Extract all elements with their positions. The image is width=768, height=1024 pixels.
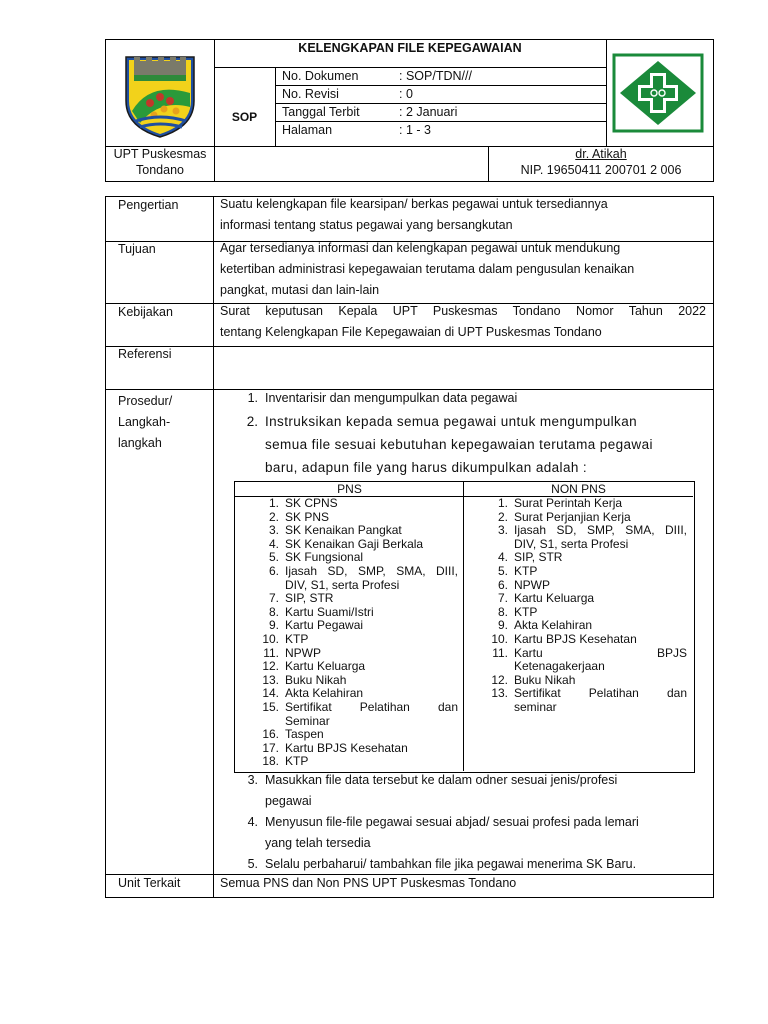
item-text: Ijasah SD, SMP, SMA, DIII, [285, 563, 458, 578]
item-text-continued: Seminar [285, 713, 330, 728]
non-pns-header: NON PNS [464, 482, 693, 497]
item-number: 15. [262, 699, 279, 714]
item-text: SIP, STR [514, 550, 563, 565]
file-list-item [464, 524, 693, 551]
divider [214, 67, 606, 68]
pns-list [235, 497, 464, 769]
pns-column [235, 482, 464, 769]
file-list-item [235, 647, 464, 661]
text-line: Masukkan file data tersebut ke dalam odner sesuai jenis/profesi [265, 773, 618, 787]
item-text: NPWP [514, 577, 550, 592]
text-line: yang telah tersedia [265, 836, 371, 850]
item-number: 10. [262, 631, 279, 646]
step-text: Inventarisir dan mengumpulkan data pegawai [265, 391, 518, 405]
sop-label: SOP [231, 110, 258, 124]
item-text: SK CPNS [285, 496, 338, 510]
item-text: Buku Nikah [514, 672, 576, 687]
text-line: Menyusun file-file pegawai sesuai abjad/ sesuai profesi pada lemari [265, 815, 639, 829]
item-text: KTP [285, 631, 309, 646]
file-list-item [464, 619, 693, 633]
file-list-item [464, 647, 693, 674]
file-list-item [235, 674, 464, 688]
divider [106, 346, 714, 347]
text-line: Prosedur/ [118, 394, 173, 408]
file-list-item [464, 674, 693, 688]
file-list-item [464, 592, 693, 606]
file-list-item [235, 755, 464, 769]
item-text: Kartu BPJS [514, 645, 687, 660]
step-text [265, 410, 653, 479]
text-line: Surat keputusan Kepala UPT Puskesmas Tondano Nomor Tahun 2022 [220, 304, 706, 318]
item-text: Akta Kelahiran [514, 618, 593, 633]
item-number: 6. [497, 577, 508, 592]
non-pns-list [464, 497, 693, 715]
file-list-item [235, 497, 464, 511]
text-line: Langkah- [118, 415, 171, 429]
file-requirements-table [234, 481, 695, 773]
item-text: Surat Perintah Kerja [514, 496, 623, 510]
section-label-referensi: Referensi [118, 347, 172, 361]
section-label-kebijakan: Kebijakan [118, 305, 173, 319]
file-list-item [235, 524, 464, 538]
text-line: Agar tersedianya informasi dan kelengkapan pegawai untuk mendukung [220, 241, 621, 255]
file-list-item [464, 551, 693, 565]
text-line: langkah [118, 436, 162, 450]
text-line: semua file sesuai kebutuhan kepegawaian terutama pegawai [265, 437, 653, 452]
item-text: SK Kenaikan Gaji Berkala [285, 536, 424, 551]
item-text: Kartu Keluarga [285, 659, 366, 674]
item-text: KTP [514, 563, 538, 578]
item-number: 11. [263, 645, 279, 660]
pns-header: PNS [235, 482, 464, 497]
file-list-item [235, 742, 464, 756]
meta-value: : 0 [399, 87, 413, 101]
section-label-unit-terkait: Unit Terkait [118, 876, 181, 890]
item-number: 17. [262, 740, 279, 755]
file-list-item [464, 511, 693, 525]
file-list-item [464, 497, 693, 511]
item-text-continued: DIV, S1, serta Profesi [285, 577, 400, 592]
divider [106, 389, 714, 390]
meta-value: : 1 - 3 [399, 123, 431, 137]
text-line: pegawai [265, 794, 312, 808]
text-line: Suatu kelengkapan file kearsipan/ berkas pegawai untuk tersediannya [220, 197, 608, 211]
item-text: Ijasah SD, SMP, SMA, DIII, [514, 523, 687, 538]
non-pns-column [464, 482, 693, 715]
item-number: 18. [262, 754, 279, 769]
file-list-item [464, 633, 693, 647]
step-number: 5. [247, 857, 258, 871]
item-number: 6. [268, 563, 279, 578]
item-text: Kartu Suami/Istri [285, 604, 374, 619]
divider [275, 67, 276, 146]
section-label-prosedur [118, 391, 172, 454]
section-label-tujuan: Tujuan [118, 242, 156, 256]
signer-nip: NIP. 19650411 200701 2 006 [520, 163, 682, 177]
kebijakan-text [220, 301, 706, 343]
file-list-item [464, 565, 693, 579]
item-number: 12. [491, 672, 508, 687]
file-list-item [235, 551, 464, 565]
file-list-item [235, 538, 464, 552]
meta-value: : 2 Januari [399, 105, 458, 119]
step-number: 3. [247, 773, 258, 787]
item-text: Taspen [285, 727, 324, 742]
file-list-item [235, 728, 464, 742]
divider [275, 103, 606, 104]
item-number: 8. [268, 604, 279, 619]
item-text: SK Kenaikan Pangkat [285, 523, 402, 538]
unit-terkait-text: Semua PNS dan Non PNS UPT Puskesmas Tondano [220, 876, 517, 890]
step-number: 4. [247, 815, 258, 829]
file-list-item [464, 579, 693, 593]
item-number: 7. [268, 591, 279, 606]
item-text: Kartu BPJS Kesehatan [514, 631, 637, 646]
tujuan-text [220, 238, 706, 301]
puskesmas-logo [612, 53, 704, 133]
meta-label: No. Dokumen [282, 69, 359, 83]
meta-label: Halaman [282, 123, 333, 137]
text-line: tentang Kelengkapan File Kepegawaian di UPT Puskesmas Tondano [220, 325, 602, 339]
item-text: Kartu Keluarga [514, 591, 595, 606]
signer-name: dr. Atikah [575, 147, 627, 161]
item-number: 13. [491, 686, 508, 701]
item-text: Surat Perjanjian Kerja [514, 509, 631, 524]
item-number: 2. [497, 509, 508, 524]
item-text: Sertifikat Pelatihan dan [285, 699, 458, 714]
pengertian-text [220, 194, 706, 236]
item-number: 13. [262, 672, 279, 687]
file-list-item [235, 660, 464, 674]
item-number: 9. [268, 618, 279, 633]
meta-value: : SOP/TDN/// [399, 69, 472, 83]
step-number: 2. [246, 414, 258, 429]
item-text-continued: Ketenagakerjaan [514, 659, 605, 674]
item-number: 1. [497, 496, 508, 510]
item-number: 14. [262, 686, 279, 701]
divider [275, 85, 606, 86]
file-list-item [235, 687, 464, 701]
step-number: 1. [247, 391, 258, 405]
text-line: ketertiban administrasi kepegawaian terutama dalam pengusulan kenaikan [220, 262, 635, 276]
item-text: KTP [285, 754, 309, 769]
item-text: SK PNS [285, 509, 330, 524]
item-number: 11. [492, 645, 508, 660]
divider [606, 40, 607, 146]
divider [275, 121, 606, 122]
meta-label: Tanggal Terbit [282, 105, 360, 119]
item-number: 4. [497, 550, 508, 565]
step-text: Selalu perbaharui/ tambahkan file jika pegawai menerima SK Baru. [265, 857, 637, 871]
item-text: KTP [514, 604, 538, 619]
item-text: Buku Nikah [285, 672, 347, 687]
item-text-continued: DIV, S1, serta Profesi [514, 536, 629, 551]
item-number: 5. [268, 550, 279, 565]
file-list-item [235, 511, 464, 525]
item-text: Kartu Pegawai [285, 618, 364, 633]
item-text: Kartu BPJS Kesehatan [285, 740, 408, 755]
item-number: 1. [268, 496, 279, 510]
item-number: 16. [262, 727, 279, 742]
meta-label: No. Revisi [282, 87, 339, 101]
item-number: 5. [497, 563, 508, 578]
item-number: 12. [262, 659, 279, 674]
file-list-item [235, 565, 464, 592]
document-title: KELENGKAPAN FILE KEPEGAWAIAN [298, 41, 522, 55]
text-line: informasi tentang status pegawai yang bersangkutan [220, 218, 513, 232]
sop-body-table [105, 196, 714, 898]
file-list-item [235, 606, 464, 620]
item-number: 4. [268, 536, 279, 551]
header-table [105, 39, 714, 182]
item-text: SIP, STR [285, 591, 334, 606]
text-line: pangkat, mutasi dan lain-lain [220, 283, 380, 297]
item-text: SK Fungsional [285, 550, 364, 565]
regional-emblem-logo [120, 51, 200, 139]
step-text [265, 770, 617, 812]
file-list-item [235, 701, 464, 728]
item-text: NPWP [285, 645, 321, 660]
item-number: 2. [268, 509, 279, 524]
text-line: Instruksikan kepada semua pegawai untuk mengumpulkan [265, 414, 638, 429]
item-number: 3. [497, 523, 508, 538]
file-list-item [464, 606, 693, 620]
item-text: Sertifikat Pelatihan dan [514, 686, 687, 701]
item-number: 7. [497, 591, 508, 606]
file-list-item [235, 633, 464, 647]
text-line: baru, adapun file yang harus dikumpulkan adalah : [265, 460, 588, 475]
step-text [265, 812, 639, 854]
section-label-pengertian: Pengertian [118, 198, 179, 212]
file-list-item [235, 619, 464, 633]
item-number: 10. [491, 631, 508, 646]
item-text: Akta Kelahiran [285, 686, 364, 701]
item-text-continued: seminar [514, 699, 557, 714]
unit-name-line2: Tondano [136, 163, 184, 177]
file-list-item [235, 592, 464, 606]
item-number: 8. [497, 604, 508, 619]
unit-name-line1: UPT Puskesmas [113, 147, 207, 161]
item-number: 3. [268, 523, 279, 538]
file-list-item [464, 687, 693, 714]
item-number: 9. [497, 618, 508, 633]
